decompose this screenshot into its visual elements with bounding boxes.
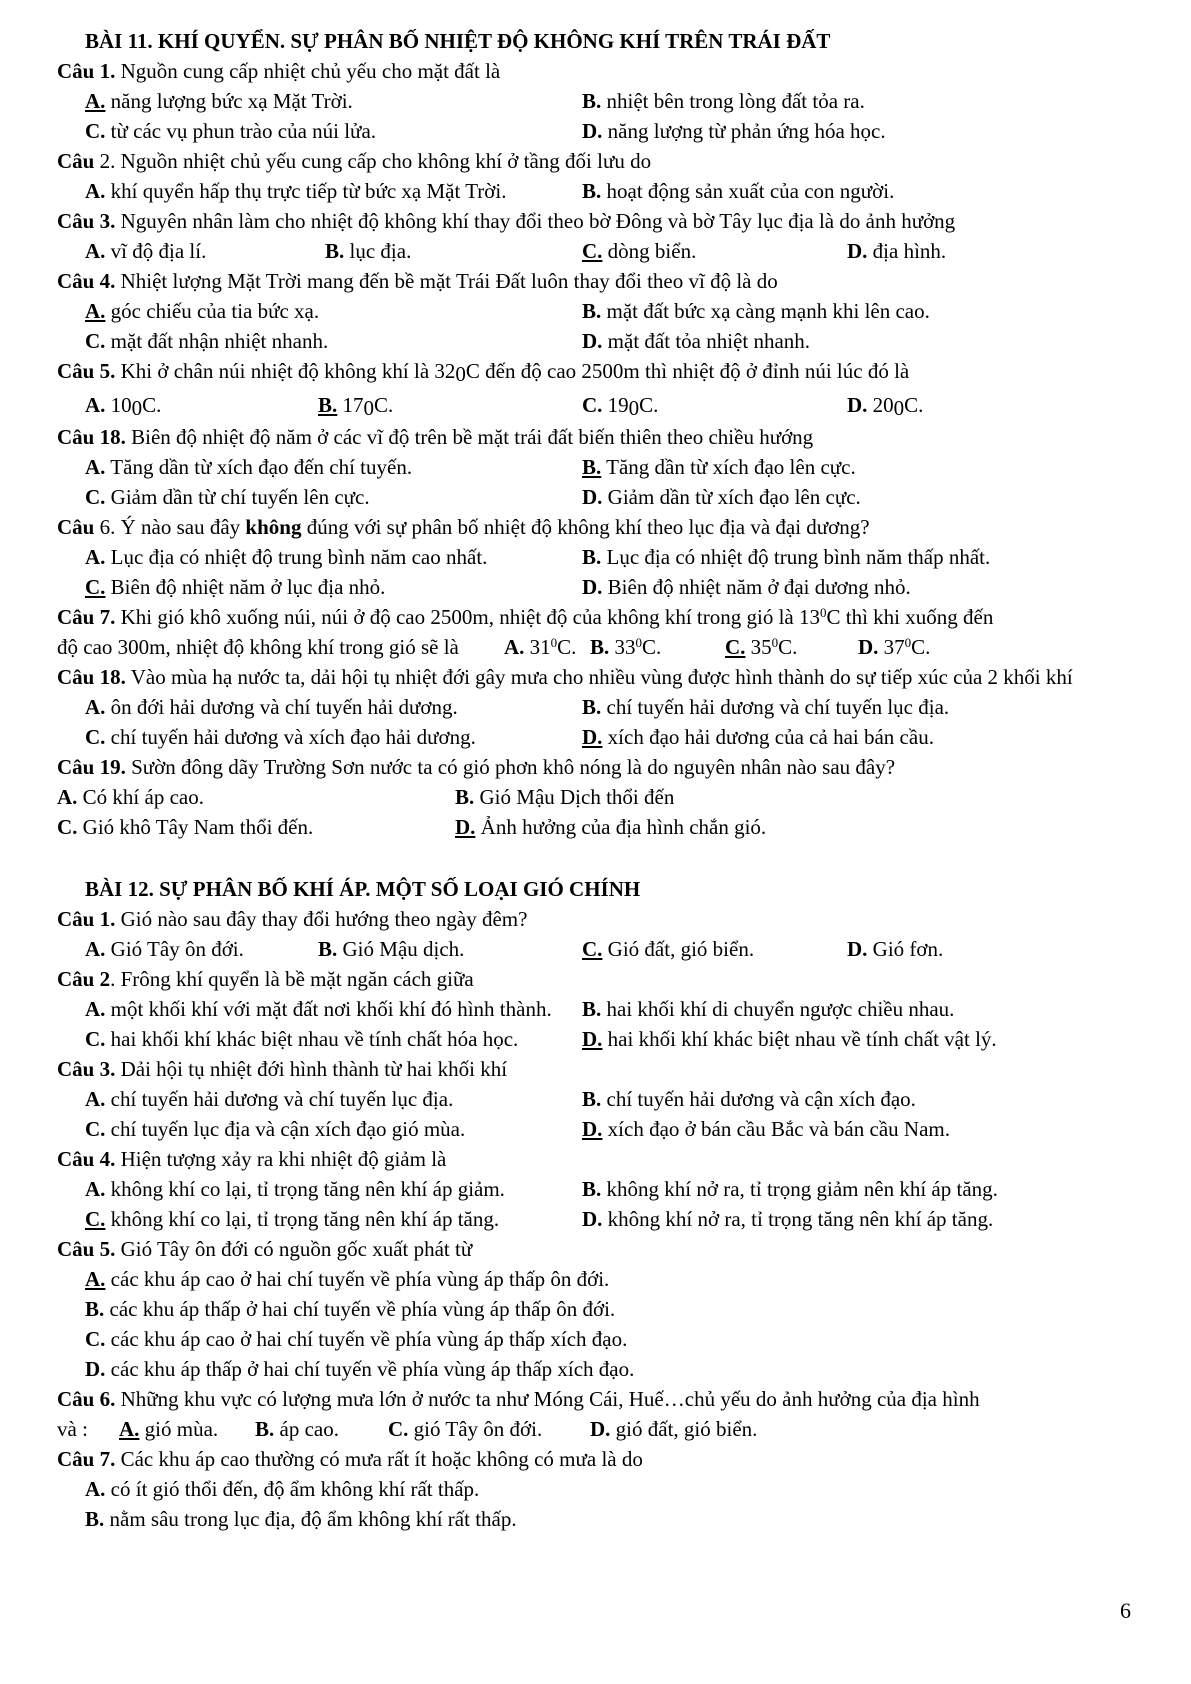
- options-row: A. Gió Tây ôn đới. B. Gió Mậu dịch. C. Gió đất, gió biển. D. Gió fơn.: [85, 937, 944, 961]
- options-row: độ cao 300m, nhiệt độ không khí trong gió sẽ là A. $31^0C$. B. $33^0C$. C. $35^0C$. D. $37^0C$.: [57, 635, 931, 659]
- option-line: A. các khu áp cao ở hai chí tuyến về phía vùng áp thấp ôn đới.: [85, 1267, 610, 1291]
- lesson-12-title: BÀI 12. SỰ PHÂN BỐ KHÍ ÁP. MỘT SỐ LOẠI GIÓ CHÍNH: [85, 877, 641, 901]
- options-row: A. Có khí áp cao. B. Gió Mậu Dịch thổi đến: [57, 785, 675, 809]
- options-row: A. Lục địa có nhiệt độ trung bình năm cao nhất. B. Lục địa có nhiệt độ trung bình năm thấp nhất.: [85, 545, 991, 569]
- options-row: C. không khí co lại, tỉ trọng tăng nên khí áp tăng. D. không khí nở ra, tỉ trọng tăng nên khí áp tăng.: [85, 1207, 994, 1231]
- question-11-1: Câu 1. Nguồn cung cấp nhiệt chủ yếu cho mặt đất là: [57, 59, 501, 83]
- options-row: C. Giảm dần từ chí tuyến lên cực. D. Giảm dần từ xích đạo lên cực.: [85, 485, 861, 509]
- question-11-3: Câu 3. Nguyên nhân làm cho nhiệt độ không khí thay đổi theo bờ Đông và bờ Tây lục địa là do ảnh hưởng: [57, 209, 956, 233]
- option-line: B. các khu áp thấp ở hai chí tuyến về phía vùng áp thấp ôn đới.: [85, 1297, 616, 1321]
- options-row: A. ôn đới hải dương và chí tuyến hải dương. B. chí tuyến hải dương và chí tuyến lục địa.: [85, 695, 950, 719]
- question-11-4: Câu 4. Nhiệt lượng Mặt Trời mang đến bề mặt Trái Đất luôn thay đổi theo vĩ độ là do: [57, 269, 778, 293]
- question-11-6: Câu 6. Ý nào sau đây không đúng với sự phân bố nhiệt độ không khí theo lục địa và đại dương?: [57, 515, 870, 539]
- options-row: A. chí tuyến hải dương và chí tuyến lục địa. B. chí tuyến hải dương và cận xích đạo.: [85, 1087, 916, 1111]
- options-row: C. chí tuyến hải dương và xích đạo hải dương. D. xích đạo hải dương của cả hai bán cầu.: [85, 725, 934, 749]
- question-11-2: Câu 2. Nguồn nhiệt chủ yếu cung cấp cho không khí ở tầng đối lưu do: [57, 149, 652, 173]
- options-row: A. Tăng dần từ xích đạo đến chí tuyến. B. Tăng dần từ xích đạo lên cực.: [85, 455, 856, 479]
- question-11-19: Câu 19. Sườn đông dãy Trường Sơn nước ta có gió phơn khô nóng là do nguyên nhân nào sau đây?: [57, 755, 896, 779]
- options-row: A. một khối khí với mặt đất nơi khối khí đó hình thành. B. hai khối khí di chuyển ngược chiều nhau.: [85, 997, 955, 1021]
- option-line: A. có ít gió thổi đến, độ ẩm không khí rất thấp.: [85, 1477, 480, 1501]
- page-number: 6: [1120, 1598, 1131, 1623]
- document-page: [57, 26, 1147, 1534]
- question-11-7: Câu 7. Khi gió khô xuống núi, núi ở độ cao 2500m, nhiệt độ của không khí trong gió là $13^0C$ thì khi xuống đến: [57, 605, 994, 629]
- options-row: A. không khí co lại, tỉ trọng tăng nên khí áp giảm. B. không khí nở ra, tỉ trọng giảm nên khí áp tăng.: [85, 1177, 998, 1201]
- options-row: C. mặt đất nhận nhiệt nhanh. D. mặt đất tỏa nhiệt nhanh.: [85, 329, 811, 353]
- options-row: A. khí quyển hấp thụ trực tiếp từ bức xạ Mặt Trời. B. hoạt động sản xuất của con người.: [85, 179, 895, 203]
- options-row: C. hai khối khí khác biệt nhau về tính chất hóa học. D. hai khối khí khác biệt nhau về tính chất vật lý.: [85, 1027, 997, 1051]
- option-line: C. các khu áp cao ở hai chí tuyến về phía vùng áp thấp xích đạo.: [85, 1327, 628, 1351]
- question-11-18b: Câu 18. Vào mùa hạ nước ta, dải hội tụ nhiệt đới gây mưa cho nhiều vùng được hình thành do sự tiếp xúc của 2 khối khí: [57, 665, 1073, 689]
- question-11-5: Câu 5. Khi ở chân núi nhiệt độ không khí là $32_0C$ đến độ cao 2500m thì nhiệt độ ở đỉnh núi lúc đó là: [57, 359, 910, 386]
- question-12-2: Câu 2. Frông khí quyển là bề mặt ngăn cách giữa: [57, 967, 474, 991]
- question-11-18a: Câu 18. Biên độ nhiệt độ năm ở các vĩ độ trên bề mặt trái đất biến thiên theo chiều hướng: [57, 425, 814, 449]
- options-row: C. Gió khô Tây Nam thổi đến. D. Ảnh hưởng của địa hình chắn gió.: [57, 815, 767, 839]
- question-12-1: Câu 1. Gió nào sau đây thay đổi hướng theo ngày đêm?: [57, 907, 528, 931]
- lesson-11-title: BÀI 11. KHÍ QUYỂN. SỰ PHÂN BỐ NHIỆT ĐỘ KHÔNG KHÍ TRÊN TRÁI ĐẤT: [85, 29, 831, 53]
- options-row: C. chí tuyến lục địa và cận xích đạo gió mùa. D. xích đạo ở bán cầu Bắc và bán cầu Nam.: [85, 1117, 950, 1141]
- question-12-5: Câu 5. Gió Tây ôn đới có nguồn gốc xuất phát từ: [57, 1237, 473, 1261]
- options-row: A. vĩ độ địa lí. B. lục địa. C. dòng biển. D. địa hình.: [85, 239, 947, 263]
- question-12-6: Câu 6. Những khu vực có lượng mưa lớn ở nước ta như Móng Cái, Huế…chủ yếu do ảnh hưởng của địa hình: [57, 1387, 980, 1411]
- option-line: B. nằm sâu trong lục địa, độ ẩm không khí rất thấp.: [85, 1507, 517, 1531]
- option-line: D. các khu áp thấp ở hai chí tuyến về phía vùng áp thấp xích đạo.: [85, 1357, 635, 1381]
- options-row: C. từ các vụ phun trào của núi lửa. D. năng lượng từ phản ứng hóa học.: [85, 119, 886, 143]
- question-12-7: Câu 7. Các khu áp cao thường có mưa rất ít hoặc không có mưa là do: [57, 1447, 643, 1471]
- options-row: A. năng lượng bức xạ Mặt Trời. B. nhiệt bên trong lòng đất tỏa ra.: [85, 89, 865, 113]
- options-row: và : A. gió mùa. B. áp cao. C. gió Tây ôn đới. D. gió đất, gió biển.: [57, 1417, 758, 1441]
- question-12-4: Câu 4. Hiện tượng xảy ra khi nhiệt độ giảm là: [57, 1147, 447, 1171]
- options-row: C. Biên độ nhiệt năm ở lục địa nhỏ. D. Biên độ nhiệt năm ở đại dương nhỏ.: [85, 575, 911, 599]
- question-12-3: Câu 3. Dải hội tụ nhiệt đới hình thành từ hai khối khí: [57, 1057, 508, 1081]
- options-row: A. $10_0C$. B. $17_0C$. C. $19_0C$. D. $20_0C$.: [85, 393, 924, 420]
- options-row: A. góc chiếu của tia bức xạ. B. mặt đất bức xạ càng mạnh khi lên cao.: [85, 299, 930, 323]
